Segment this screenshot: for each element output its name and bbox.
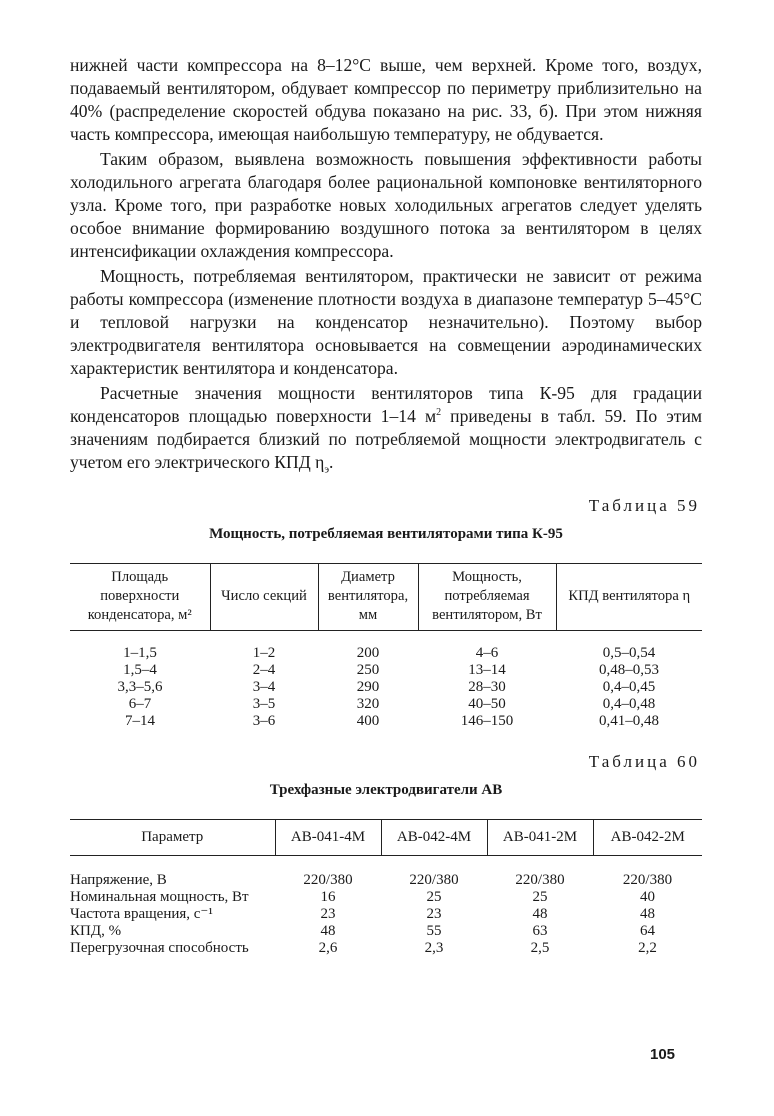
table-row xyxy=(70,856,702,890)
page-number: 105 xyxy=(650,1046,676,1063)
table-cell: 200 xyxy=(356,645,380,661)
paragraph-1: нижней части компрессора на 8–12°С выше, чем верхней. Кроме того, воздух, подаваемый вентилятором, обдувает компрессор по периметру приблизительно на 40% (распределение скоростей обдува показано на рис. 33, б). При этом нижняя часть компрессора, имеющая наибольшую температуру, не обдувается. xyxy=(70,55,702,144)
table-cell: 220/380 xyxy=(303,872,353,888)
table-cell: 400 xyxy=(356,713,380,729)
table-cell: 48 xyxy=(320,923,336,939)
table-cell: 40–50 xyxy=(468,696,506,712)
table-cell: 7–14 xyxy=(125,713,155,729)
table-cell: 23 xyxy=(426,906,442,922)
table-row xyxy=(70,696,702,713)
table-row xyxy=(70,906,702,923)
table-row xyxy=(70,662,702,679)
table-cell: 23 xyxy=(320,906,336,922)
table-cell: 1,5–4 xyxy=(123,662,157,678)
table-cell: 220/380 xyxy=(409,872,459,888)
table-cell: 2,2 xyxy=(638,940,657,956)
table-cell: 220/380 xyxy=(515,872,565,888)
table-cell: 1–2 xyxy=(252,645,276,661)
table-cell: Частота вращения, с⁻¹ xyxy=(70,906,213,922)
table-cell: 13–14 xyxy=(468,662,506,678)
table-cell: 25 xyxy=(532,889,548,905)
table-cell: 0,41–0,48 xyxy=(599,713,659,729)
table-cell: 64 xyxy=(640,923,655,939)
table-59-header: КПД вентилятора η xyxy=(556,564,702,631)
paragraph-4-part-a: Расчетные значения мощности вентиляторов типа К-95 для градации конденсаторов площадью поверхности 1–14 м xyxy=(70,383,702,426)
table-row xyxy=(70,889,702,906)
table-cell: 48 xyxy=(640,906,655,922)
table-60-header: Параметр xyxy=(70,820,275,856)
table-cell: 220/380 xyxy=(622,872,673,888)
table-cell: 55 xyxy=(426,923,442,939)
table-cell: 6–7 xyxy=(128,696,152,712)
table-row xyxy=(70,940,702,957)
table-cell: 3–6 xyxy=(252,713,276,729)
table-cell: 4–6 xyxy=(475,645,499,661)
table-cell: 25 xyxy=(426,889,442,905)
table-cell: 2,3 xyxy=(424,940,444,956)
table-cell: КПД, % xyxy=(70,923,122,939)
table-cell: Перегрузочная способность xyxy=(70,940,249,956)
table-cell: 0,5–0,54 xyxy=(602,645,656,661)
table-59-header: Число секций xyxy=(210,564,318,631)
table-cell: 2,5 xyxy=(530,940,550,956)
table-60-header: АВ-042-2М xyxy=(593,820,702,856)
table-60-header: АВ-041-4М xyxy=(275,820,381,856)
paragraph-4 xyxy=(70,382,702,474)
table-60 xyxy=(70,819,702,957)
table-cell: Номинальная мощность, Вт xyxy=(70,889,249,905)
table-cell: 3,3–5,6 xyxy=(117,679,163,695)
paragraph-4-part-c: . xyxy=(329,452,334,472)
subscript: э xyxy=(324,463,330,476)
table-59-header: Площадь поверхности конденсатора, м² xyxy=(70,564,210,631)
table-59 xyxy=(70,563,702,730)
table-cell: 3–4 xyxy=(252,679,276,695)
table-59-header: Диаметр вентилятора, мм xyxy=(318,564,418,631)
table-cell: 320 xyxy=(356,696,380,712)
table-59-title: Мощность, потребляемая вентиляторами типа К-95 xyxy=(209,526,563,542)
superscript: 2 xyxy=(436,407,442,419)
paragraph-2: Таким образом, выявлена возможность повышения эффективности работы холодильного агрегата благодаря более рациональной компоновке вентиляторного узла. Кроме того, при разработке новых холодильных агрегатов следует уделять особое внимание формированию воздушного потока за вентилятором в целях интенсификации охлаждения компрессора. xyxy=(70,149,702,261)
table-cell: 250 xyxy=(356,662,380,678)
table-row xyxy=(70,631,702,663)
table-cell: 2–4 xyxy=(252,662,276,678)
table-cell: 0,48–0,53 xyxy=(599,662,659,678)
table-60-number: Таблица 60 xyxy=(588,752,700,771)
page-content xyxy=(70,54,702,957)
table-cell: 16 xyxy=(320,889,336,905)
table-cell: 48 xyxy=(532,906,548,922)
table-60-title: Трехфазные электродвигатели АВ xyxy=(269,782,503,798)
table-59-number: Таблица 59 xyxy=(588,496,700,515)
table-cell: 63 xyxy=(532,923,548,939)
table-59-header: Мощность, потребляемая вентилятором, Вт xyxy=(418,564,556,631)
table-60-header: АВ-042-4М xyxy=(381,820,487,856)
table-cell: 1–1,5 xyxy=(123,645,157,661)
paragraph-3: Мощность, потребляемая вентилятором, практически не зависит от режима работы компрессора (изменение плотности воздуха в диапазоне температур 5–45°С и тепловой нагрузки на конденсатор незначительно). Поэтому выбор электродвигателя вентилятора основывается на совмещении аэродинамических характеристик вентилятора и конденсатора. xyxy=(70,266,702,378)
paragraph-4-part-b: приведены в табл. 59. По этим значениям подбирается близкий по потребляемой мощности электродвигатель с учетом его электрического КПД η xyxy=(70,406,702,472)
table-cell: 0,4–0,48 xyxy=(602,696,656,712)
table-cell: 3–5 xyxy=(252,696,276,712)
table-row xyxy=(70,923,702,940)
table-cell: 0,4–0,45 xyxy=(602,679,656,695)
table-cell: Напряжение, В xyxy=(70,872,167,888)
table-row xyxy=(70,679,702,696)
table-cell: 146–150 xyxy=(460,713,514,729)
table-cell: 28–30 xyxy=(468,679,506,695)
table-row xyxy=(70,713,702,730)
table-cell: 2,6 xyxy=(318,940,338,956)
table-cell: 290 xyxy=(356,679,380,695)
table-cell: 40 xyxy=(640,889,655,905)
table-60-header: АВ-041-2М xyxy=(487,820,593,856)
